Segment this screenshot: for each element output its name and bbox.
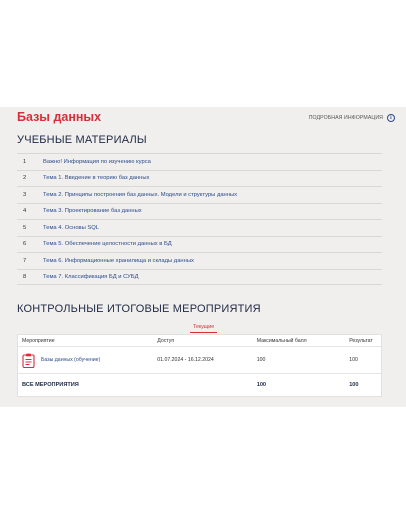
tab-current[interactable]: Текущие xyxy=(190,323,217,333)
materials-heading: УЧЕБНЫЕ МАТЕРИАЛЫ xyxy=(17,134,147,146)
material-number: 5 xyxy=(23,224,27,231)
material-item[interactable] xyxy=(17,219,382,236)
material-number: 4 xyxy=(23,208,27,215)
material-number: 1 xyxy=(23,158,27,165)
total-label: ВСЕ МЕРОПРИЯТИЯ xyxy=(22,382,79,388)
material-link[interactable]: Тема 6. Информационные хранилища и склады данных xyxy=(43,257,194,264)
clipboard-icon xyxy=(22,353,35,368)
table-row[interactable] xyxy=(18,347,381,374)
events-table xyxy=(17,334,382,397)
material-link[interactable]: Тема 3. Проектирование баз данных xyxy=(43,208,142,215)
material-link[interactable]: Тема 5. Обеспечение целостности данных в БД xyxy=(43,241,172,248)
details-link-label: ПОДРОБНАЯ ИНФОРМАЦИЯ xyxy=(308,115,383,121)
material-item[interactable] xyxy=(17,252,382,269)
column-event: Мероприятие xyxy=(22,337,55,344)
course-title: Базы данных xyxy=(17,110,102,124)
material-number: 3 xyxy=(23,191,27,198)
event-max-score: 100 xyxy=(256,357,266,363)
material-link[interactable]: Тема 4. Основы SQL xyxy=(43,224,99,231)
material-item[interactable] xyxy=(17,153,382,170)
material-number: 6 xyxy=(23,241,27,248)
column-max-score: Максимальный балл xyxy=(256,337,307,344)
material-link[interactable]: Тема 7. Классификация БД и СУБД xyxy=(43,273,139,280)
material-item[interactable] xyxy=(17,170,382,187)
total-row xyxy=(18,374,381,396)
course-panel xyxy=(0,107,406,407)
event-result: 100 xyxy=(349,357,358,363)
column-access: Доступ xyxy=(157,337,175,344)
event-link[interactable]: Базы данных (обучение) xyxy=(41,357,101,363)
material-item[interactable] xyxy=(17,236,382,253)
material-link[interactable]: Тема 1. Введение в теорию баз данных xyxy=(43,175,150,182)
material-number: 2 xyxy=(23,175,27,182)
material-item[interactable] xyxy=(17,186,382,203)
events-heading: КОНТРОЛЬНЫЕ ИТОГОВЫЕ МЕРОПРИЯТИЯ xyxy=(17,303,261,315)
material-number: 8 xyxy=(23,273,27,280)
material-item[interactable] xyxy=(17,203,382,220)
column-result: Результат xyxy=(349,337,373,344)
details-link[interactable] xyxy=(309,114,395,122)
total-max-score: 100 xyxy=(256,382,267,388)
materials-list xyxy=(17,153,382,285)
info-icon: i xyxy=(387,114,395,122)
material-link[interactable]: Важно! Информация по изучению курса xyxy=(43,158,151,165)
material-link[interactable]: Тема 2. Принципы построения баз данных. Модели и структуры данных xyxy=(43,191,238,198)
total-result: 100 xyxy=(349,382,359,388)
events-table-header xyxy=(18,335,381,347)
material-item[interactable] xyxy=(17,269,382,286)
event-cell xyxy=(18,353,157,368)
material-number: 7 xyxy=(23,257,27,264)
event-access: 01.07.2024 - 16.12.2024 xyxy=(157,357,214,363)
